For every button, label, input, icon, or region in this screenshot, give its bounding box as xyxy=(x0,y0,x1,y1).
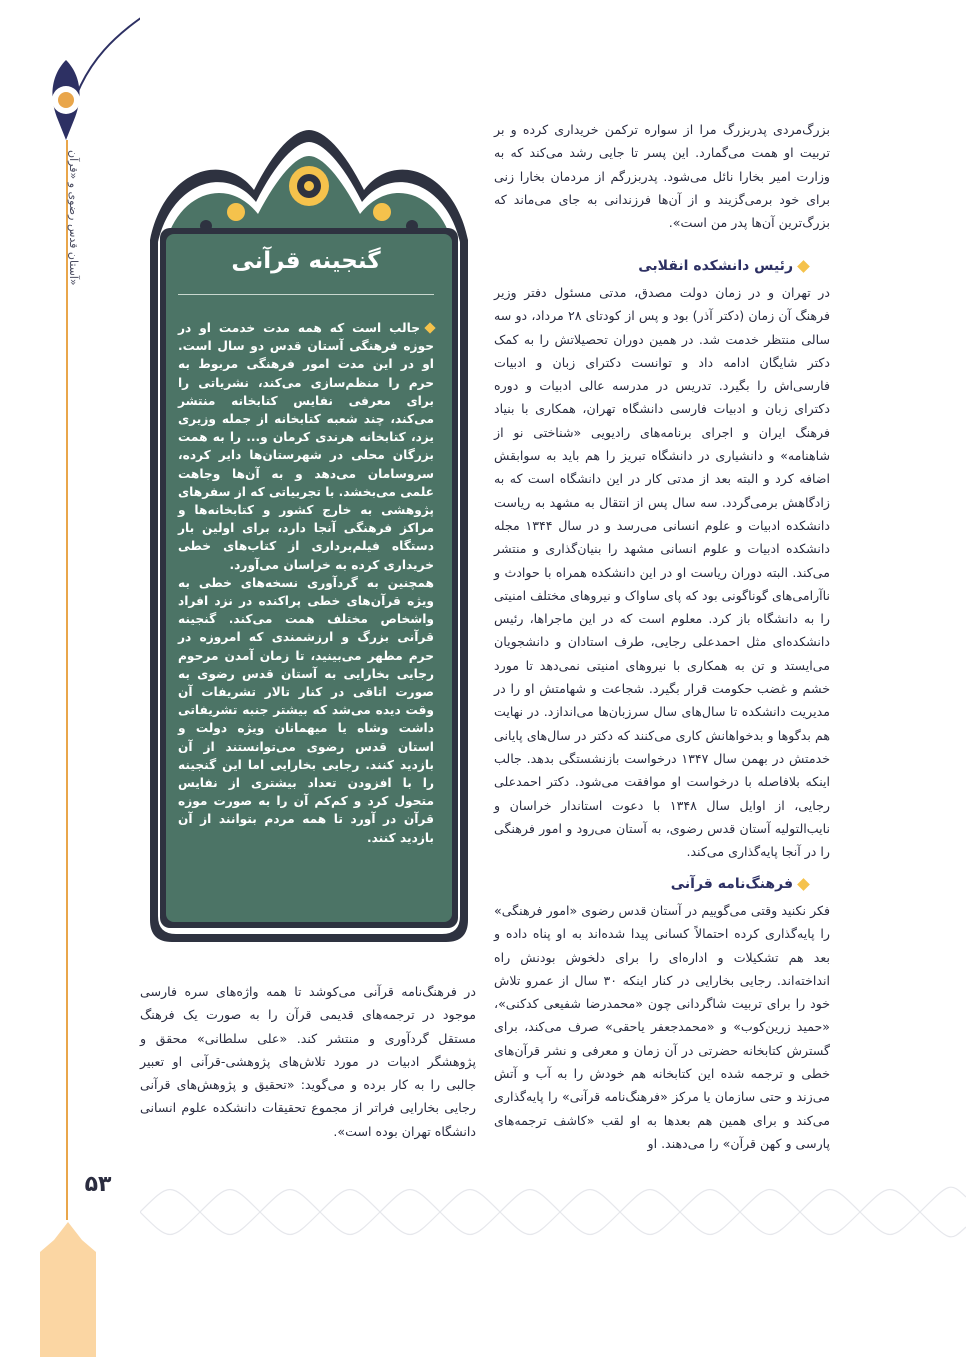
panel-body xyxy=(178,319,434,847)
intro-paragraph: بزرگ‌مردی پدربزرگ مرا از سواره ترکمن خریداری کرده و بر تربیت او همت می‌گمارد. این پسر تا جایی رشد می‌کند که به وزارت امیر بخارا نائل می‌شود. پدربزرگم از مردمان بخارا زنی برای خود برمی‌گزیند و از آن‌ها فرزندانی به جای می‌ماند که بزرگ‌ترین آن‌ها پدر من است». xyxy=(494,122,830,231)
section-heading-text: فرهنگ‌نامه قرآنی xyxy=(670,876,793,892)
left-decorative-strip xyxy=(0,0,140,1357)
section-heading-revolutionary-dean xyxy=(494,258,808,274)
panel-paragraph-1 xyxy=(178,319,434,574)
section-heading-text: رئیس دانشکده انقلابی xyxy=(638,258,793,274)
bottom-pillar-ornament xyxy=(40,1222,96,1357)
diamond-bullet-icon xyxy=(424,322,435,333)
diamond-bullet-icon xyxy=(797,878,810,891)
section-heading-quran-lexicon xyxy=(494,876,808,892)
section1-paragraph: در تهران و در زمان دولت مصدق، مدتی مسئول دفتر وزیر فرهنگ آن زمان (دکتر آذر) بود و پس از کودتای ۲۸ مرداد، دو سه سالی منتظر خدمت شد. در همین دوران تحصیلاتش را به کمک دکتر شایگان ادامه داد و توانست دکترای زبان و ادبیات فارسی‌اش را بگیرد. تدریس در مدرسه عالی ادبیات و دوره دکترای زبان و ادبیات فارسی دانشگاه تهران، همکاری با بنیاد فرهنگ ایران و اجرای برنامه‌های رادیویی «شناختی نو از شاهنامه» و دانشیاری در دانشگاه تبریز را هم باید به سوابقش اضافه کرد و البته بعد از مدتی کار در این دانشگاه است که به زادگاهش برمی‌گردد. سه سال پس از انتقال به مشهد به ریاست دانشکده ادبیات و علوم انسانی می‌رسد و در سال ۱۳۴۴ مجله دانشکده ادبیات و علوم انسانی مشهد را بنیان‌گذاری و منتشر می‌کند. البته دوران ریاست او در این دانشکده همراه با حوادث و ناآرامی‌های گوناگونی بود که پای ساواک و نیروهای مختلف امنیتی را به دانشگاه باز کرد. معلوم است که در این ماجراها، رئیس دانشکده‌ای مثل احمدعلی رجایی، طرف استادان و دانشجویان می‌ایستد و تن به همکاری با نیروهای امنیتی نمی‌دهد تا مورد خشم و غضب حکومت قرار بگیرد. شجاعت و شهامتش او را در مدیریت دانشکده تا سال‌های سال سرزبان‌ها می‌اندازد. در نهایت هم بدگوها و بدخواهانش کاری می‌کنند که دکتر در سال‌های پایانی خدمتش در بهمن سال ۱۳۴۷ درخواست بازنشستگی بدهد. جالب اینکه بلافاصله با درخواست او موافقت می‌شود. دکتر احمدعلی رجایی، از اوایل سال ۱۳۴۸ با دعوت استاندار خراسان و نایب‌التولیه آستان قدس رضوی، به آستان می‌رود و امور فرهنگی را در آنجا پایه‌گذاری می‌کند. xyxy=(494,285,830,860)
panel-paragraph-1-text: جالب است که همه مدت خدمت او در حوزه فرهنگی آستان قدس دو سال است. او در این مدت امور فرهنگی مربوط به حرم را منظم‌سازی می‌کند، نشریاتی را برای معرفی نفایس کتابخانه منتشر می‌کند، چند شعبه کتابخانه از جمله وزیری یزد، کتابخانه هرندی کرمان و... را به همت بزرگان محلی در شهرستان‌ها دایر کرده، سروسامان می‌دهد و به آن‌ها وجاهت علمی می‌بخشد. با تجربیاتی که از سفرهای پژوهشی به خارج کشور و کتابخانه‌ها و مراکز فرهنگی آنجا دارد، برای اولین بار دستگاه فیلم‌برداری از کتاب‌های خطی خریداری کرده به خراسان می‌آورد. xyxy=(178,321,434,572)
vertical-caption: آستان قدس رضوی و «قرآن» xyxy=(67,150,80,286)
panel-title: گنجینه قرآنی xyxy=(231,248,381,274)
bottom-pattern-band xyxy=(140,1172,966,1252)
section2-paragraph: فکر نکنید وقتی می‌گوییم در آستان قدس رضوی «امور فرهنگی» را پایه‌گذاری کرده احتمالاً کسانی پیدا شده‌اند به او پناه داده و بعد هم تشکیلات و اداره‌ای را برای دلخوش بودنش راه انداخته‌اند. رجایی بخارایی در کنار اینکه ۳۰ سال از عمرو تلاش خود را برای تربیت شاگردانی چون «محمدرضا شفیعی کدکنی»، «حمید زرین‌کوب» و «محمدجعفر یاحقی» صرف می‌کند، برای گسترش کتابخانه حضرتی در آن زمان و معرفی و نشر قرآن‌های خطی و ترجمه شده این کتابخانه هم خودش را به آب و آتش می‌زند و حتی سازمان یا مرکز «فرهنگ‌نامه قرآنی» را پایه‌گذاری می‌کند و برای همین هم بعدها به او لقب «کاشف ترجمه‌های پارسی و کهن قرآن» را می‌دهند. او xyxy=(494,903,831,1151)
panel-paragraph-2: همچنین به گردآوری نسخه‌های خطی به ویژه قرآن‌های خطی پراکنده در نزد افراد واشخاص مختلف همت می‌کند. گنجینه قرآنی بزرگ و ارزشمندی که امروزه در حرم مطهر می‌بینید، تا زمان آمدن مرحوم رجایی بخارایی به آستان قدس رضوی به صورت اتاقی در کنار تالار تشریفات آن وقت دیده می‌شد که بیشتر جنبه تشریفاتی داشت وشاه یا میهمانان ویژه دولت و استان قدس رضوی می‌توانستند از آن بازدید کنند. رجایی بخارایی اما این گنجینه را با افزودن تعداد بیشتری از نفایس متحول کرد و کم‌کم آن را به صورت موزه قرآن در آورد تا همه مردم بتوانند از آن بازدید کنند. xyxy=(178,575,434,845)
corner-logo-ornament xyxy=(0,0,140,160)
lower-left-paragraph: در فرهنگ‌نامه قرآنی می‌کوشد تا همه واژه‌های سره فارسی موجود در ترجمه‌های قدیمی قرآن را به صورت یک فرهنگ مستقل گردآوری و منتشر کند. «علی سلطانی» محقق و پژوهشگر ادبیات در مورد تلاش‌های پژوهشی-قرآنی او تعبیر جالبی را به کار برده و می‌گوید: «تحقیق و پژوهش‌های قرآنی رجایی بخارایی فراتر از مجموع تحقیقات دانشکده علوم انسانی دانشگاه تهران بوده است». xyxy=(140,984,476,1139)
diamond-bullet-icon xyxy=(797,260,810,273)
panel-title-divider xyxy=(178,294,434,295)
page-number: ۵۳ xyxy=(84,1172,112,1197)
